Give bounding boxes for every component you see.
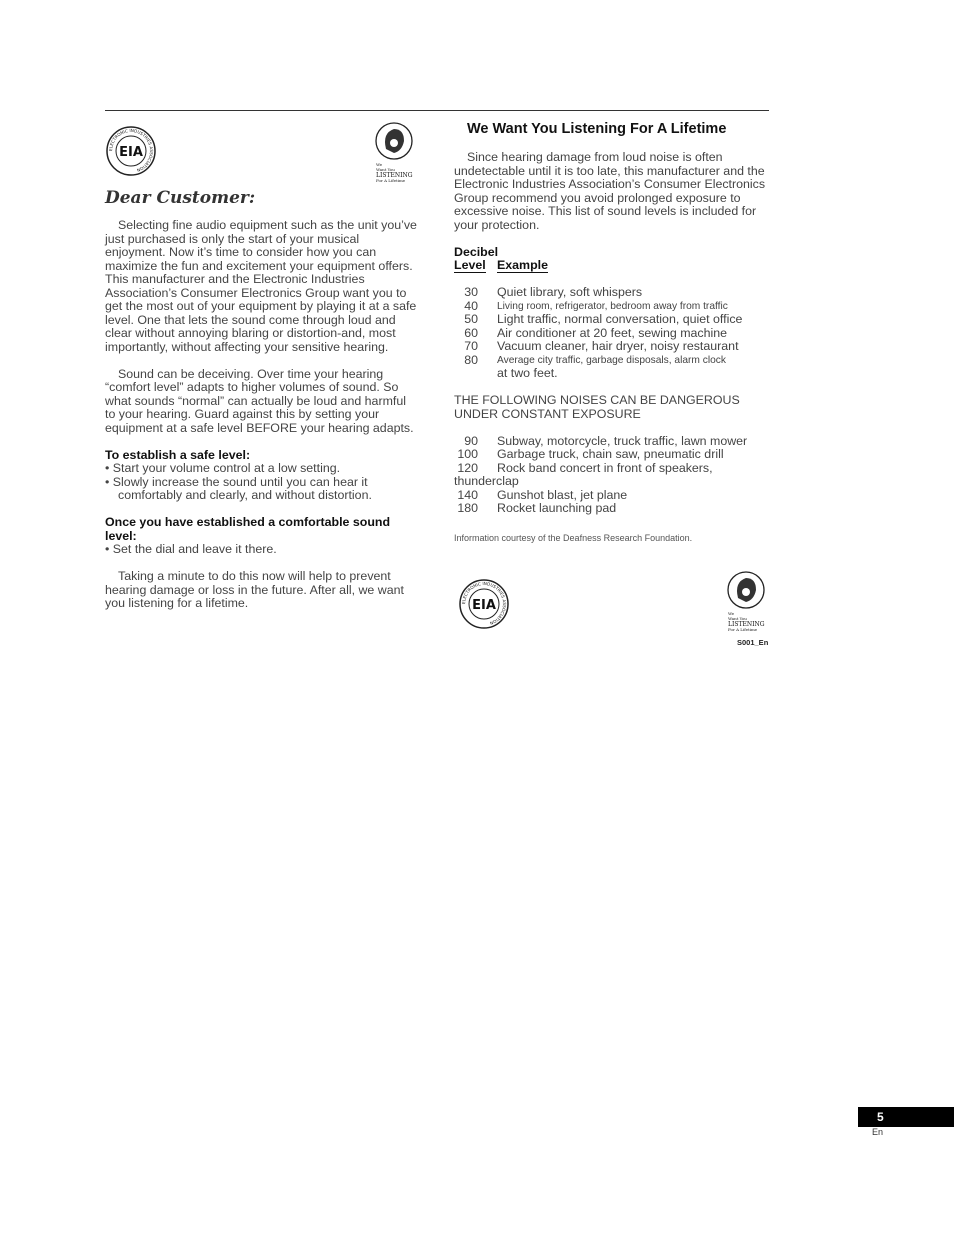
table-row: 30 Quiet library, soft whispers bbox=[464, 285, 643, 299]
intro-paragraph: Selecting fine audio equipment such as the unit you’ve just purchased is only the start of your musical enjoyment. Now it’s time to consider how you can maximize the fun and excitement your equipment offers. This manufacturer and the Electronic Industries Association’s Consumer Electronics Group want you to get the most out of your equipment by playing it at a safe level. One that lets the sound come through loud and clear without annoying blaring or distortion-and, most importantly, without affecting your sensitive hearing. bbox=[105, 218, 417, 354]
table-row: 40 Living room, refrigerator, bedroom away from traffic bbox=[464, 298, 728, 313]
danger-heading: THE FOLLOWING NOISES CAN BE DANGEROUS UNDER CONSTANT EXPOSURE bbox=[454, 393, 740, 421]
svg-text:ELECTRONIC INDUSTRIES ASSOCIAT: ELECTRONIC INDUSTRIES ASSOCIATION bbox=[107, 127, 155, 173]
section-title: We Want You Listening For A Lifetime bbox=[467, 121, 727, 137]
decibel-label: Decibel bbox=[454, 244, 499, 259]
table-row: 180 Rocket launching pad bbox=[457, 501, 617, 515]
listening-logo-bottom bbox=[724, 570, 768, 634]
svg-text:Want You: Want You bbox=[728, 616, 747, 621]
table-row: at two feet. bbox=[497, 366, 558, 380]
svg-text:For A Lifetime: For A Lifetime bbox=[728, 627, 758, 632]
danger-table-cont bbox=[454, 489, 627, 516]
table-row: 60 Air conditioner at 20 feet, sewing machine bbox=[464, 325, 728, 340]
top-rule bbox=[105, 110, 769, 111]
table-row: 80 Average city traffic, garbage disposals, alarm clock bbox=[464, 352, 726, 367]
page-number-tab bbox=[858, 1107, 954, 1127]
svg-text:For A Lifetime: For A Lifetime bbox=[376, 178, 406, 183]
eia-logo bbox=[106, 126, 156, 176]
comfortable-level-heading: Once you have established a comfortable sound level: bbox=[105, 515, 391, 543]
svg-text:EIA: EIA bbox=[472, 598, 496, 613]
danger-table bbox=[454, 435, 747, 476]
safe-level-heading: To establish a safe level: bbox=[105, 447, 251, 462]
list-item: • Set the dial and leave it there. bbox=[105, 542, 277, 556]
svg-text:Want You: Want You bbox=[376, 167, 395, 172]
closing-paragraph: Taking a minute to do this now will help to prevent hearing damage or loss in the future. After all, we want you listening for a lifetime. bbox=[105, 569, 404, 610]
language-label: En bbox=[872, 1127, 884, 1137]
list-item: • Slowly increase the sound until you can hear it comfortably and clearly, and without distortion. bbox=[105, 474, 372, 502]
level-column-header: Level bbox=[454, 258, 486, 272]
table-row: 120 Rock band concert in front of speakers, bbox=[457, 460, 713, 475]
svg-text:We: We bbox=[376, 162, 383, 167]
sound-levels-intro: Since hearing damage from loud noise is often undetectable until it is too late, this manufacturer and the Electronic Industries Association’s Consumer Electronics Group recommend you avoid prolonged exposure to excessive noise. This list of sound levels is included for your protection. bbox=[454, 150, 766, 232]
decibel-table bbox=[454, 259, 742, 381]
example-column-header: Example bbox=[497, 258, 548, 272]
svg-text:ELECTRONIC INDUSTRIES ASSOCIAT: ELECTRONIC INDUSTRIES ASSOCIATION bbox=[460, 580, 508, 626]
table-row: 70 Vacuum cleaner, hair dryer, noisy restaurant bbox=[464, 339, 739, 353]
danger-wrap: thunderclap bbox=[454, 474, 519, 488]
dear-customer-title: Dear Customer: bbox=[105, 188, 256, 208]
table-row: 140 Gunshot blast, jet plane bbox=[457, 487, 628, 502]
svg-text:EIA: EIA bbox=[119, 145, 143, 160]
eia-logo-bottom bbox=[459, 579, 509, 629]
list-item: • Start your volume control at a low setting. bbox=[105, 461, 341, 475]
page-number: 5 bbox=[877, 1110, 884, 1124]
svg-text:We: We bbox=[728, 611, 735, 616]
credit-note: Information courtesy of the Deafness Research Foundation. bbox=[454, 532, 693, 543]
svg-text:LISTENING: LISTENING bbox=[376, 172, 413, 179]
listening-logo bbox=[372, 121, 416, 185]
table-row: 90 Subway, motorcycle, truck traffic, lawn mower bbox=[464, 433, 748, 448]
table-row: 50 Light traffic, normal conversation, quiet office bbox=[464, 312, 743, 326]
deceiving-paragraph: Sound can be deceiving. Over time your hearing “comfort level” adapts to higher volumes of sound. So what sounds “normal” can actually be loud and harmful to your hearing. Guard against this by setting your equipment at a safe level BEFORE your hearing adapts. bbox=[105, 366, 414, 435]
svg-text:LISTENING: LISTENING bbox=[728, 621, 765, 628]
table-row: 100 Garbage truck, chain saw, pneumatic drill bbox=[457, 447, 724, 461]
document-code: S001_En bbox=[737, 638, 769, 647]
